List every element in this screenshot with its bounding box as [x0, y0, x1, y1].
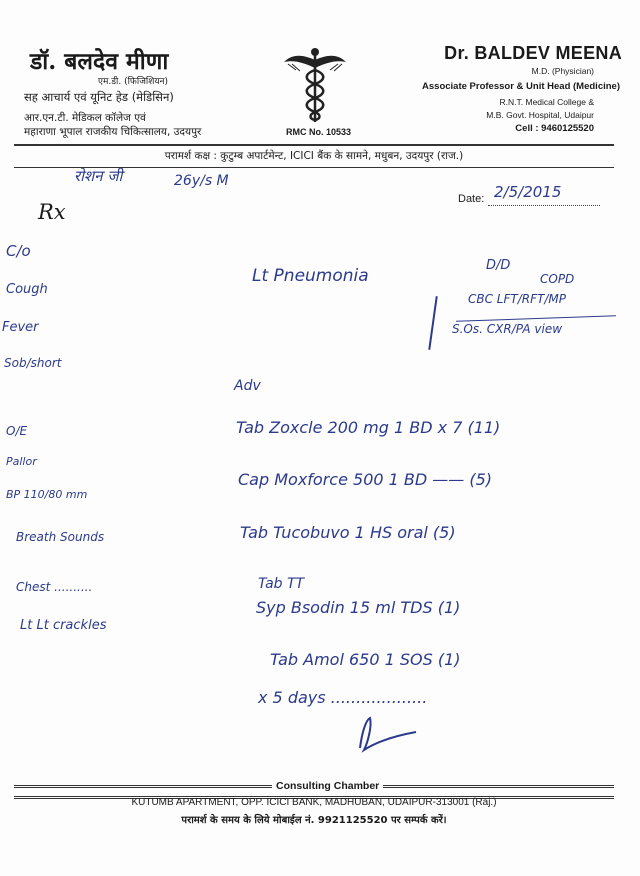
rmc-number: RMC No. 10533	[286, 127, 352, 137]
doctor-name-english: Dr. BALDEV MEENA	[444, 43, 622, 63]
medication-line: x 5 days ...................	[258, 688, 428, 707]
patient-name: रोशन जी	[74, 167, 123, 185]
underline-mark	[456, 315, 616, 322]
note-item: Sob/short	[4, 356, 62, 370]
note-item: Lt Lt crackles	[20, 618, 107, 633]
footer-contact: परामर्श के समय के लिये मोबाईल नं. 9921125520 पर सम्पर्क करें।	[181, 815, 447, 826]
note-item: S.Os. CXR/PA view	[452, 322, 563, 336]
medication-line: Tab Tucobuvo 1 HS oral (5)	[240, 523, 456, 542]
doctor-title-english: Associate Professor & Unit Head (Medicine)	[422, 81, 620, 92]
patient-age-sex: 26y/s M	[174, 173, 229, 189]
note-item: Fever	[2, 320, 39, 335]
doctor-title-hindi: सह आचार्य एवं यूनिट हेड (मेडिसिन)	[24, 90, 174, 104]
doctor-degree-english: M.D. (Physician)	[531, 66, 594, 76]
header-divider	[14, 144, 614, 146]
note-item: Cough	[6, 282, 48, 297]
footer-address: KUTUMB APARTMENT, OPP. ICICI BANK, MADHUBAN, UDAIPUR-313001 (Raj.)	[131, 797, 497, 808]
note-item: Breath Sounds	[16, 530, 105, 544]
date-label: Date:	[458, 193, 485, 205]
prescription-date: 2/5/2015	[494, 183, 562, 201]
rx-symbol: Rx	[38, 200, 66, 224]
consulting-address-hindi: परामर्श कक्ष : कुटुम्ब अपार्टमेन्ट, ICICI बैंक के सामने, मधुबन, उदयपुर (राज.)	[164, 150, 464, 162]
medication-line: Cap Moxforce 500 1 BD —— (5)	[238, 470, 493, 489]
caduceus-logo	[282, 46, 348, 124]
medication-line: Syp Bsodin 15 ml TDS (1)	[256, 598, 461, 617]
note-item: Chest ..........	[16, 580, 93, 594]
note-item: D/D	[486, 258, 511, 273]
note-item: Pallor	[6, 455, 37, 468]
college-english: R.N.T. Medical College &	[499, 97, 594, 107]
consulting-chamber-label: Consulting Chamber	[272, 780, 383, 792]
note-item: COPD	[540, 272, 575, 286]
bracket-mark	[428, 296, 437, 350]
note-item: C/o	[6, 242, 31, 260]
medication-line: Adv	[234, 378, 261, 394]
note-item: O/E	[6, 424, 28, 438]
hospital-hindi: महाराणा भूपाल राजकीय चिकित्सालय, उदयपुर	[24, 126, 202, 138]
medication-line: Tab TT	[258, 576, 305, 592]
cell-number: Cell : 9460125520	[515, 123, 594, 134]
signature	[350, 712, 430, 756]
note-item: CBC LFT/RFT/MP	[468, 292, 566, 306]
hospital-english: M.B. Govt. Hospital, Udaipur	[486, 110, 594, 120]
note-item: BP 110/80 mm	[6, 488, 88, 501]
college-hindi: आर.एन.टी. मेडिकल कॉलेज एवं	[24, 112, 146, 124]
date-line	[488, 205, 600, 206]
diagnosis: Lt Pneumonia	[252, 266, 369, 286]
medication-line: Tab Zoxcle 200 mg 1 BD x 7 (11)	[236, 418, 501, 437]
medication-line: Tab Amol 650 1 SOS (1)	[270, 650, 461, 669]
doctor-name-hindi: डॉ. बलदेव मीणा	[30, 48, 169, 75]
doctor-degree-hindi: एम.डी. (फिजिशियन)	[98, 77, 169, 87]
